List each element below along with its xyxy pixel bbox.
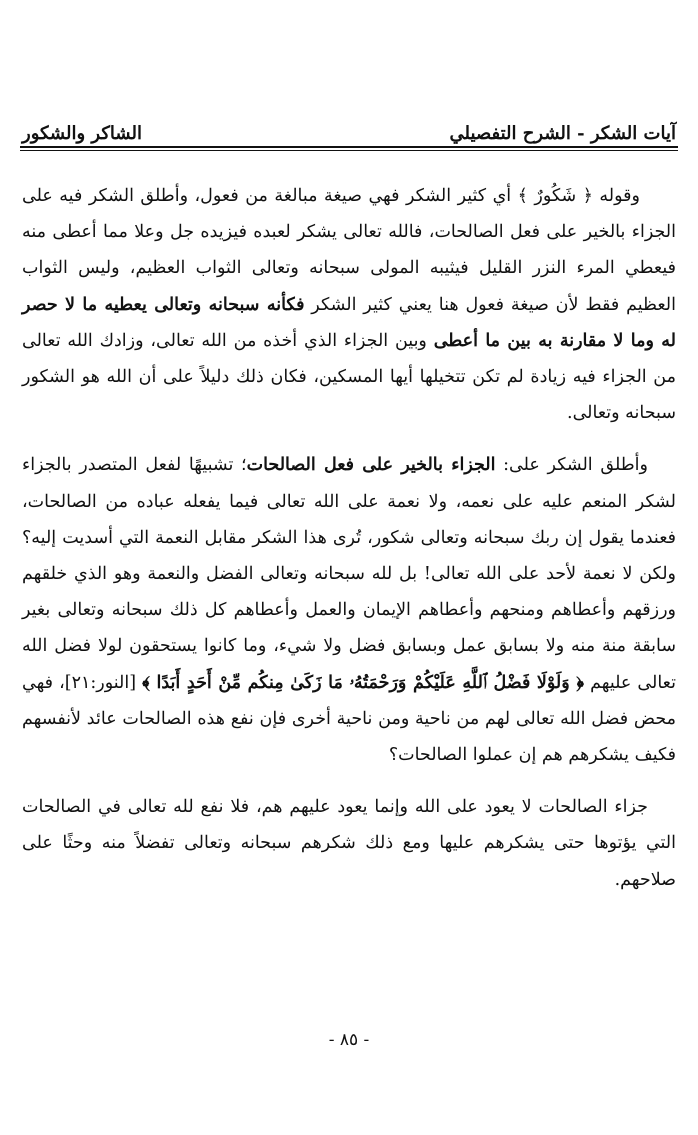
paragraph [22, 447, 676, 773]
paragraph [22, 178, 676, 431]
header-right-title: آيات الشكر - الشرح التفصيلي [449, 123, 676, 144]
header-left-title: الشاكر والشكور [22, 123, 142, 144]
bold-segment: فكأنه سبحانه وتعالى يعطيه ما لا حصر له وما لا مقارنة به بين ما أعطى [22, 294, 676, 351]
paragraph [22, 789, 676, 898]
bold-segment: الجزاء بالخير على فعل الصالحات [246, 455, 496, 476]
text-segment: [النور:٢١]، فهي محض فضل الله تعالى لهم من ناحية ومن ناحية أخرى فإن نفع هذه الصالحات عائد لأنفسهم فكيف يشكرهم هم إن عملوا الصالحات؟ [22, 672, 676, 766]
text-segment: ؛ تشبيهًا لفعل المتصدر بالجزاء لشكر المنعم عليه على نعمه، ولا نعمة على الله تعالى فيما يفعله عباده من الصالحات، فعندما يقول إن ربك سبحانه وتعالى شكور، تُرى هذا الشكر مقابل النعمة التي أسديت إليه؟ ولكن لا نعمة لأحد على الله تعالى! بل لله سبحانه وتعالى الفضل والنعمة وهو الذي خلقهم ورزقهم وأعطاهم ومنحهم وأعطاهم الإيمان والعمل وأعطاهم كل ذلك سبحانه وتعالى بغير سابقة منة منه ولا بسابق عمل وبسابق فضل ولا شيء، وما كانوا يستحقون لولا فضل الله تعالى عليهم [22, 455, 676, 693]
text-segment: وقوله ﴿ شَكُورٌ ﴾ أي كثير الشكر فهي صيغة مبالغة من فعول، وأطلق الشكر فيه على الجزاء بالخير على فعل الصالحات، فالله تعالى يشكر لعبده فيزيده جل وعلا مما أعطى منه فيعطي المرء النزر القليل فيثيبه المولى سبحانه وتعالى الثواب العظيم، وليس الثواب العظيم فقط لأن صيغة فعول هنا يعني كثير الشكر [22, 186, 676, 315]
header-rule [20, 146, 678, 148]
page-number: - ٨٥ - [328, 1030, 370, 1050]
quran-verse: ﴿ وَلَوْلَا فَضْلُ ٱللَّهِ عَلَيْكُمْ وَرَحْمَتُهُۥ مَا زَكَىٰ مِنكُم مِّنْ أَحَدٍ أَبَدًا ﴾ [142, 672, 585, 693]
text-segment: جزاء الصالحات لا يعود على الله وإنما يعود عليهم هم، فلا نفع لله تعالى في الصالحات التي يؤتوها حتى يشكرهم عليها ومع ذلك شكرهم سبحانه وتعالى تفضلاً منه وحثًا على صلاحهم. [22, 797, 676, 890]
text-segment: وأطلق الشكر على: [495, 455, 648, 476]
text-segment: وبين الجزاء الذي أخذه من الله تعالى، وزادك الله تعالى من الجزاء فيه زيادة لم تكن تتخيلها أيها المسكين، فكان ذلك دليلاً على أن الله هو الشكور سبحانه وتعالى. [22, 330, 676, 424]
body-text [22, 178, 676, 914]
running-header [22, 112, 676, 144]
header-rule-thin [20, 150, 678, 151]
